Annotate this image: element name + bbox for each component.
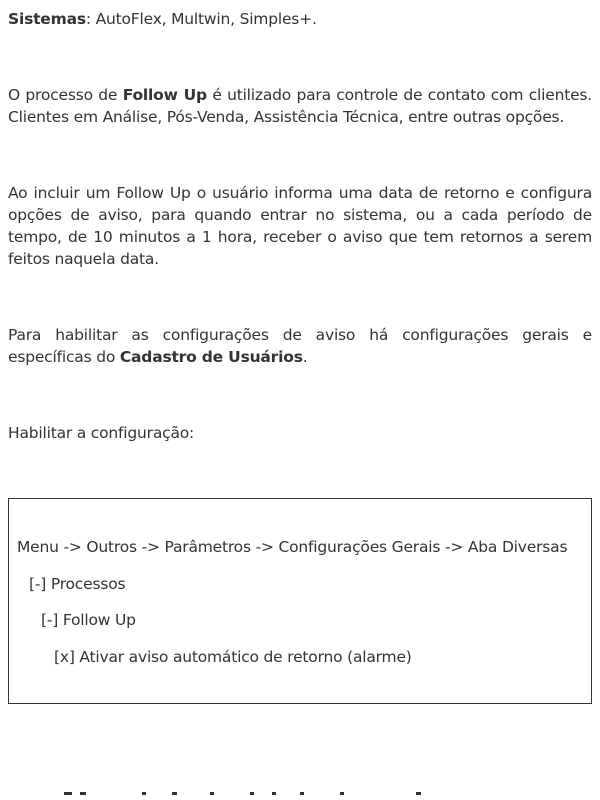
cut-off-next-line — [50, 792, 430, 800]
menu-path: Menu -> Outros -> Parâmetros -> Configurações Gerais -> Aba Diversas — [17, 538, 568, 556]
sistemas-label: Sistemas — [8, 10, 86, 28]
cut-off-glyph — [272, 792, 276, 795]
tree-item-processos: [-] Processos — [29, 575, 126, 593]
cut-off-glyph — [210, 792, 214, 795]
habilitar-config-prefix: Para habilitar as configurações de aviso há configurações gerais e específicas do — [8, 326, 592, 366]
sistemas-paragraph — [8, 8, 592, 30]
cut-off-glyph — [416, 792, 421, 795]
followup-prefix: O processo de — [8, 86, 123, 104]
cut-off-glyph — [142, 792, 146, 795]
cadastro-usuarios-bold: Cadastro de Usuários — [119, 348, 303, 366]
incluir-paragraph: Ao incluir um Follow Up o usuário informa uma data de retorno e configura opções de aviso, para quando entrar no sistema, ou a cada período de tempo, de 10 minutos a 1 hora, receber o aviso que tem retornos a serem feitos naquela data. — [8, 184, 592, 268]
followup-suffix: é utilizado para controle de contato com clientes. Clientes em Análise, Pós-Venda, Assistência Técnica, entre outras opções. — [8, 86, 593, 126]
habilitar-label: Habilitar a configuração: — [8, 424, 195, 442]
cut-off-glyph — [340, 792, 344, 795]
cut-off-glyph — [300, 792, 304, 795]
habilitar-config-suffix: . — [302, 348, 308, 366]
config-path-box — [8, 498, 592, 704]
followup-paragraph — [8, 84, 592, 128]
sistemas-list: : AutoFlex, Multwin, Simples+. — [85, 10, 317, 28]
tree-item-follow-up: [-] Follow Up — [41, 611, 136, 629]
cut-off-glyph — [250, 792, 254, 795]
cut-off-glyph — [80, 792, 86, 795]
tree-item-ativar-aviso: [x] Ativar aviso automático de retorno (alarme) — [54, 648, 412, 666]
cut-off-glyph — [64, 792, 72, 795]
followup-bold: Follow Up — [122, 86, 207, 104]
habilitar-config-paragraph — [8, 324, 592, 368]
cut-off-glyph — [172, 792, 177, 795]
